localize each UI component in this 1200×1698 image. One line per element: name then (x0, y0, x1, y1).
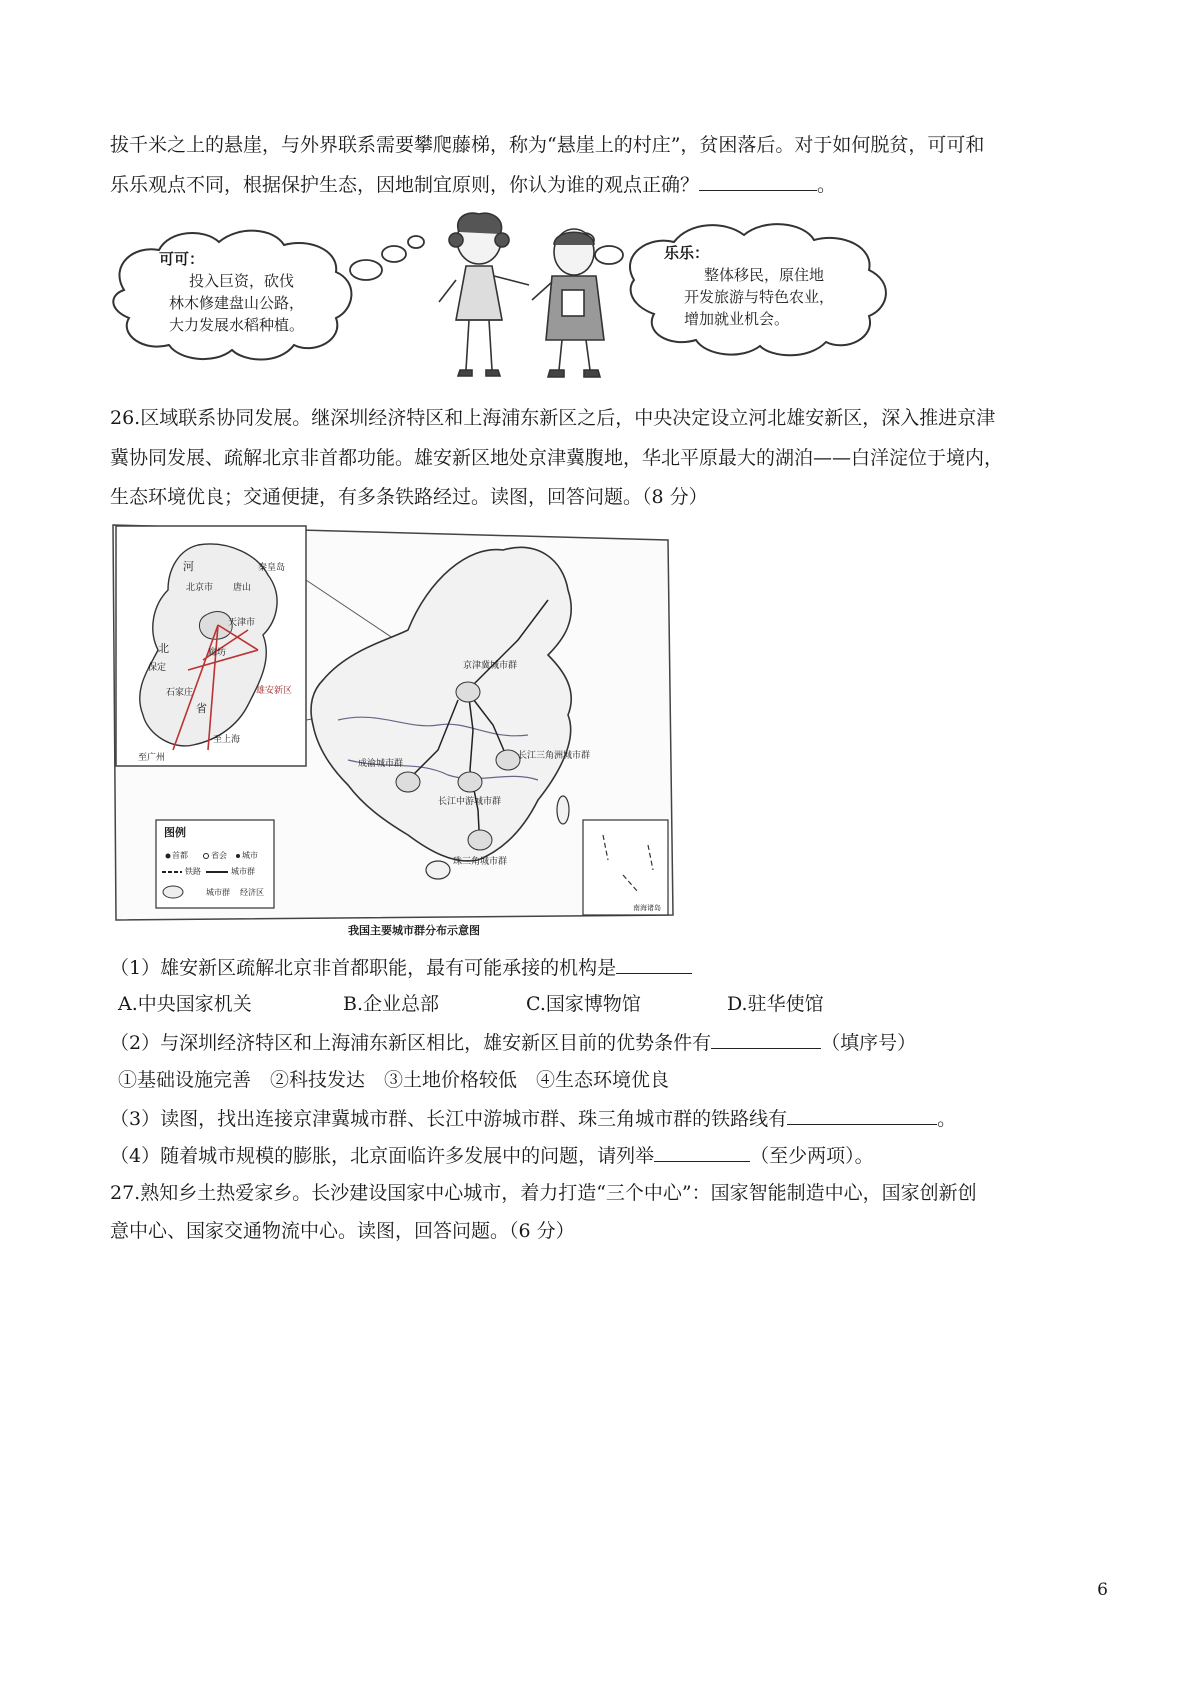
option-d[interactable]: D.驻华使馆 (727, 993, 824, 1015)
cluster-label-zhujiang-delta: 珠三角城市群 (453, 857, 508, 867)
q26-sub2-text: （2）与深圳经济特区和上海浦东新区相比，雄安新区目前的优势条件有 (110, 1032, 712, 1054)
q26-text-line-1: 26.区域联系协同发展。继深圳经济特区和上海浦东新区之后，中央决定设立河北雄安新区，深入推进京津 (110, 407, 996, 429)
q26-sub1-blank[interactable] (616, 955, 692, 974)
cluster-label-jingjinji: 京津冀城市群 (463, 661, 518, 671)
q25-text-line-2 (110, 172, 836, 197)
q26-sub4-text: （4）随着城市规模的膨胀，北京面临许多发展中的问题，请列举 (110, 1145, 655, 1167)
inset-label-to-shanghai: 至上海 (213, 735, 241, 745)
q26-sub3-suffix: 。 (937, 1108, 957, 1130)
q25-answer-blank[interactable] (699, 172, 817, 191)
left-bubble-line: 大力发展水稻种植。 (169, 316, 305, 334)
legend-item: 经济区 (240, 888, 264, 897)
inset-label-to-guangzhou: 至广州 (138, 753, 166, 763)
cluster-label-chengyu: 成渝城市群 (358, 759, 404, 769)
right-bubble-name: 乐乐： (664, 244, 710, 262)
city-cluster-map (108, 520, 678, 940)
left-bubble-name: 可可： (159, 250, 205, 268)
map-caption: 我国主要城市群分布示意图 (348, 924, 480, 937)
q27-text-line-2: 意中心、国家交通物流中心。读图，回答问题。（6 分） (110, 1220, 575, 1242)
inset-label-sheng: 省 (196, 702, 207, 715)
q26-text-line-2: 冀协同发展、疏解北京非首都功能。雄安新区地处京津冀腹地，华北平原最大的湖泊——白洋淀位于境内， (110, 447, 1004, 469)
inset-label-beijing: 北京市 (186, 583, 214, 593)
q26-text-line-3: 生态环境优良；交通便捷，有多条铁路经过。读图，回答问题。（8 分） (110, 486, 708, 508)
legend-title: 图例 (164, 826, 186, 839)
q26-sub3 (110, 1106, 956, 1131)
legend-item: 省会 (211, 851, 227, 860)
inset-label-bei: 北 (158, 642, 169, 655)
legend-item: 铁路 (185, 867, 201, 876)
left-bubble-line: 林木修建盘山公路， (169, 294, 305, 312)
inset-label-xiongan: 雄安新区 (256, 686, 293, 696)
q26-conditions: ①基础设施完善 ②科技发达 ③土地价格较低 ④生态环境优良 (118, 1069, 670, 1091)
q26-sub4-suffix: （至少两项）。 (750, 1145, 874, 1167)
right-bubble-line: 开发旅游与特色农业， (684, 288, 835, 306)
q27-text-line-1: 27.熟知乡土热爱家乡。长沙建设国家中心城市，着力打造“三个中心”：国家智能制造中心，国家创新创 (110, 1182, 977, 1204)
inset-label-shijiazhuang: 石家庄 (166, 688, 194, 698)
q25-question: 乐乐观点不同，根据保护生态，因地制宜原则，你认为谁的观点正确？ (110, 174, 700, 196)
q26-sub2 (110, 1030, 916, 1055)
page-number: 6 (1097, 1580, 1108, 1600)
right-bubble-line: 整体移民，原住地 (704, 266, 825, 284)
q25-text-line-1: 拔千米之上的悬崖，与外界联系需要攀爬藤梯，称为“悬崖上的村庄”，贫困落后。对于如何脱贫，可可和 (110, 134, 985, 156)
option-b[interactable]: B.企业总部 (343, 993, 440, 1015)
q26-sub2-blank[interactable] (711, 1030, 821, 1049)
inset-label-tangshan: 唐山 (233, 583, 252, 593)
q26-sub2-suffix: （填序号） (821, 1032, 917, 1054)
q26-sub4 (110, 1143, 874, 1168)
option-a[interactable]: A.中央国家机关 (118, 993, 252, 1015)
q25-cartoon (104, 210, 1024, 385)
q26-sub3-text: （3）读图，找出连接京津冀城市群、长江中游城市群、珠三角城市群的铁路线有 (110, 1108, 788, 1130)
cluster-label-changjiang-mid: 长江中游城市群 (438, 797, 502, 807)
cluster-label-changjiang-delta: 长江三角洲城市群 (518, 751, 591, 761)
inset-label-baoding: 保定 (148, 663, 167, 673)
q26-sub1-text: （1）雄安新区疏解北京非首都职能，最有可能承接的机构是 (110, 957, 617, 979)
q26-sub4-blank[interactable] (654, 1143, 750, 1162)
right-bubble-content (664, 242, 834, 330)
legend-item: 城市群 (206, 888, 230, 897)
legend-item: 城市群 (231, 867, 255, 876)
inset-label-he: 河 (183, 560, 194, 573)
left-bubble-line: 投入巨资，砍伐 (189, 272, 295, 290)
q25-end-mark: 。 (817, 174, 837, 196)
legend-item: 城市 (242, 851, 258, 860)
inset-label-tianjin: 天津市 (228, 618, 256, 628)
left-bubble-content (159, 248, 304, 336)
inset-label-langfang: 廊坊 (208, 648, 227, 658)
q26-sub3-blank[interactable] (787, 1106, 937, 1125)
inset-label-qinhuangdao: 秦皇岛 (258, 563, 286, 573)
legend-item: 首都 (172, 851, 188, 860)
south-sea-note: 南海诸岛 (633, 904, 661, 912)
option-c[interactable]: C.国家博物馆 (526, 993, 641, 1015)
q26-sub1 (110, 955, 692, 980)
right-bubble-line: 增加就业机会。 (684, 310, 790, 328)
